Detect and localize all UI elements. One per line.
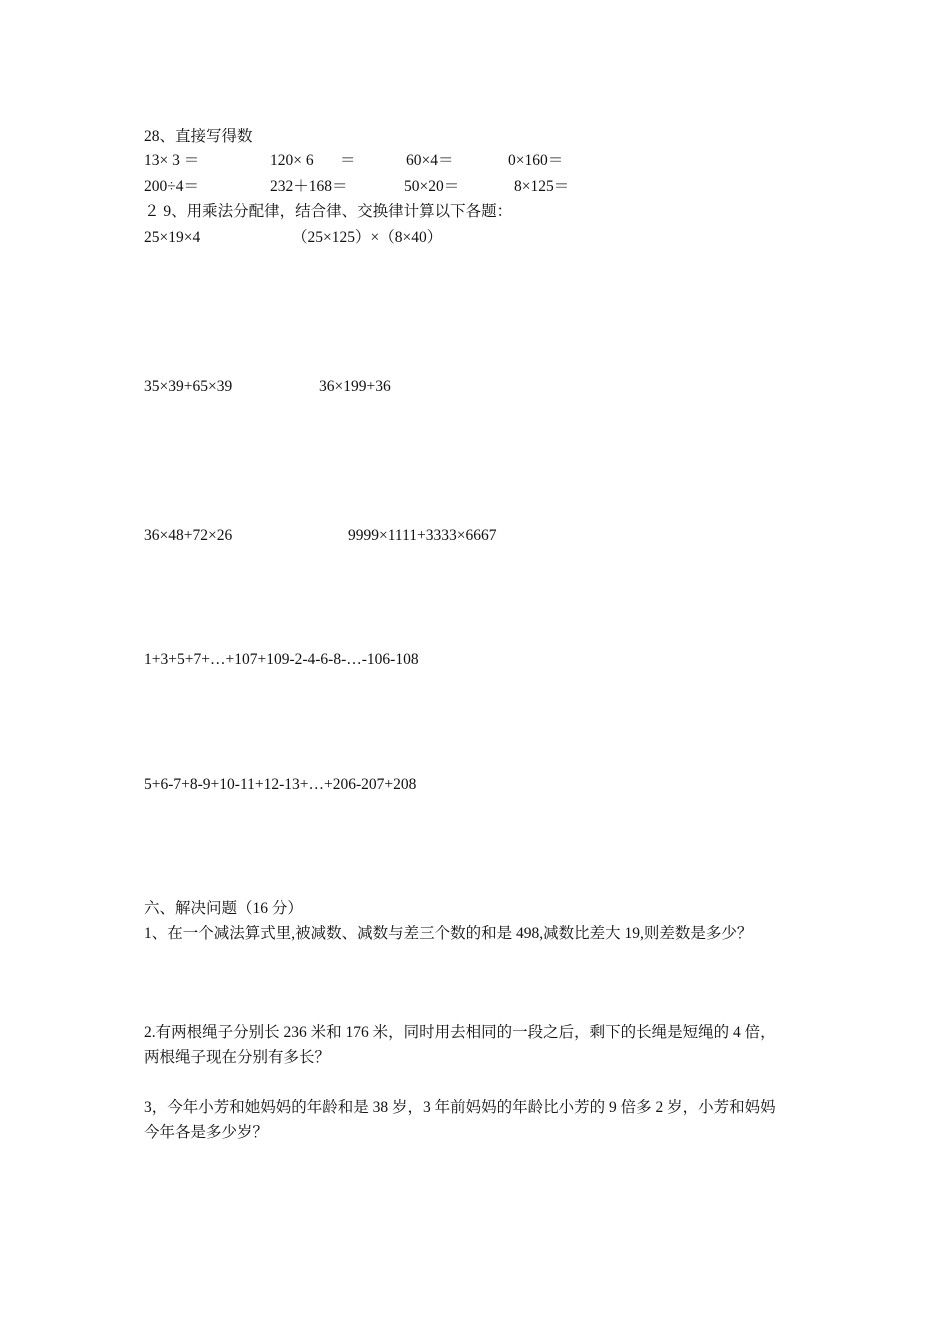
q28-r2-c3: 50×20＝ bbox=[404, 178, 460, 195]
q29-problem-4: 36×199+36 bbox=[319, 378, 391, 395]
section6-question-3-line-1: 3，今年小芳和她妈妈的年龄和是 38 岁，3 年前妈妈的年龄比小芳的 9 倍多 2 岁，小芳和妈妈 bbox=[144, 1099, 776, 1116]
q28-r1-c1: 13× 3 ＝ bbox=[144, 152, 200, 169]
q28-r1-c4: 0×160＝ bbox=[508, 152, 564, 169]
q28-r1-c2: 120× 6 bbox=[270, 152, 314, 169]
q29-problem-8: 5+6-7+8-9+10-11+12-13+…+206-207+208 bbox=[144, 776, 417, 793]
q28-r1-c2-eq: ＝ bbox=[340, 152, 356, 169]
q28-r2-c1: 200÷4＝ bbox=[144, 178, 200, 195]
q29-problem-1: 25×19×4 bbox=[144, 229, 201, 246]
section6-question-2-line-1: 2.有两根绳子分别长 236 米和 176 米，同时用去相同的一段之后，剩下的长绳是短绳的 4 倍， bbox=[144, 1024, 776, 1041]
q29-problem-6: 9999×1111+3333×6667 bbox=[348, 527, 497, 544]
section6-question-2-line-2: 两根绳子现在分别有多长？ bbox=[144, 1049, 331, 1066]
section6-title: 六、解决问题（16 分） bbox=[144, 900, 303, 917]
q28-r1-c3: 60×4＝ bbox=[406, 152, 454, 169]
q28-r2-c4: 8×125＝ bbox=[514, 178, 570, 195]
q29-title: ２ 9、用乘法分配律，结合律、交换律计算以下各题： bbox=[144, 203, 513, 220]
q29-problem-7: 1+3+5+7+…+107+109-2-4-6-8-…-106-108 bbox=[144, 651, 419, 668]
section6-question-3-line-2: 今年各是多少岁？ bbox=[144, 1124, 269, 1141]
q29-problem-3: 35×39+65×39 bbox=[144, 378, 233, 395]
section6-question-1: 1、在一个减法算式里,被减数、减数与差三个数的和是 498,减数比差大 19,则差数是多少？ bbox=[144, 925, 753, 942]
q29-problem-2: （25×125）×（8×40） bbox=[292, 229, 443, 246]
q28-title: 28、直接写得数 bbox=[144, 128, 253, 145]
q29-problem-5: 36×48+72×26 bbox=[144, 527, 233, 544]
q28-r2-c2: 232＋168＝ bbox=[270, 178, 348, 195]
